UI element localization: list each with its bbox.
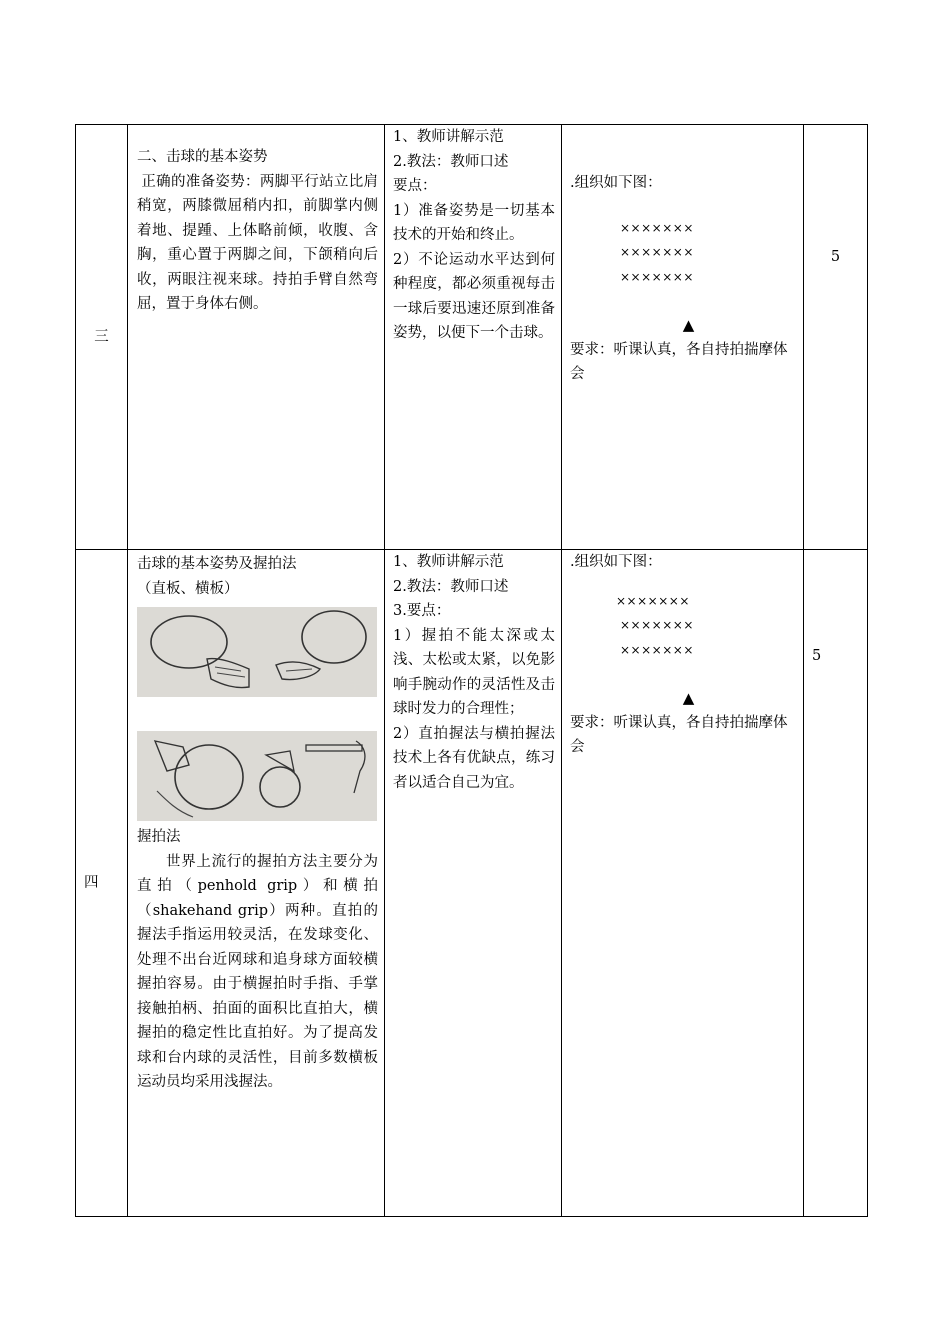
time-cell xyxy=(804,550,868,1217)
formation-row: ××××××× xyxy=(620,220,694,235)
method-cell xyxy=(385,550,562,1217)
content-body: 世界上流行的握拍方法主要分为直拍（penhold grip）和横拍（shakehand grip）两种。直拍的握法手指运用较灵活，在发球变化、处理不出台近网球和追身球方面较横握拍容易。由于横握拍时手指、手掌接触拍柄、拍面的面积比直拍大，横握拍的稳定性比直拍好。为了提高发球和台内球的灵活性，目前多数横板运动员均采用浅握法。 xyxy=(137,853,378,1090)
table-row xyxy=(76,125,868,550)
section-number xyxy=(76,550,128,1217)
penhold-grip-photo-front xyxy=(137,607,256,697)
paddle-grip-illustration xyxy=(256,607,377,697)
teacher-position-icon: ▲ xyxy=(682,689,695,707)
method-point: 2）不论运动水平达到何种程度，都必须重视每击一球后要迅速还原到准备姿势，以便下一个击球。 xyxy=(393,251,555,341)
organization-requirement: 要求：听课认真，各自持拍揣摩体会 xyxy=(570,714,788,755)
grip-photo-row xyxy=(137,731,378,821)
organization-heading: .组织如下图： xyxy=(570,175,662,191)
content-subtitle: （直板、横板） xyxy=(137,580,239,597)
method-line: 3.要点： xyxy=(393,603,451,619)
time-value: 5 xyxy=(812,648,822,664)
paddle-grip-illustration xyxy=(256,731,377,821)
method-cell xyxy=(385,125,562,550)
formation-row: ××××××× xyxy=(620,269,694,284)
table-row xyxy=(76,550,868,1217)
method-line: 1、教师讲解示范 xyxy=(393,129,504,145)
teacher-position-icon: ▲ xyxy=(682,316,695,334)
formation-row: ××××××× xyxy=(620,618,694,632)
organization-requirement: 要求：听课认真，各自持拍揣摩体会 xyxy=(570,341,788,382)
time-value: 5 xyxy=(830,249,841,265)
shakehand-grip-photo-side xyxy=(256,731,377,821)
formation-row: ××××××× xyxy=(620,245,694,259)
formation-row: ××××××× xyxy=(616,593,690,608)
content-cell xyxy=(128,125,385,550)
organization-cell xyxy=(562,550,804,1217)
method-point: 2）直拍握法与横拍握法技术上各有优缺点，练习者以适合自己为宜。 xyxy=(393,725,555,791)
section-number xyxy=(76,125,128,550)
content-body: 正确的准备姿势：两脚平行站立比肩稍宽，两膝微屈稍内扣，前脚掌内侧着地、提踵、上体略前倾，收腹、含胸，重心置于两脚之间，下颌稍向后收，两眼注视来球。持拍手臂自然弯屈，置于身体右侧。 xyxy=(137,173,378,312)
penhold-grip-photo-back xyxy=(256,607,377,697)
section-number-text: 三 xyxy=(94,328,109,345)
content-title: 二、击球的基本姿势 xyxy=(137,149,268,165)
method-point: 1）握拍不能太深或太浅、太松或太紧，以免影响手腕动作的灵活性及击球时发力的合理性； xyxy=(393,627,555,717)
paddle-grip-illustration xyxy=(137,607,256,697)
method-line: 2.教法：教师口述 xyxy=(393,578,509,595)
organization-cell xyxy=(562,125,804,550)
shakehand-grip-photo-front xyxy=(137,731,256,821)
organization-heading: .组织如下图： xyxy=(570,554,662,570)
grip-heading: 握拍法 xyxy=(137,829,181,845)
method-line: 1、教师讲解示范 xyxy=(393,554,504,570)
content-title: 击球的基本姿势及握拍法 xyxy=(137,556,297,572)
method-point: 1）准备姿势是一切基本技术的开始和终止。 xyxy=(393,202,555,243)
method-line: 要点： xyxy=(393,178,437,194)
formation-row: ××××××× xyxy=(620,642,694,657)
time-cell xyxy=(804,125,868,550)
method-line: 2.教法：教师口述 xyxy=(393,153,509,170)
grip-photo-row xyxy=(137,607,378,697)
paddle-grip-illustration xyxy=(137,731,256,821)
lesson-plan-table xyxy=(75,124,868,1217)
content-cell xyxy=(128,550,385,1217)
section-number-text: 四 xyxy=(84,874,99,891)
